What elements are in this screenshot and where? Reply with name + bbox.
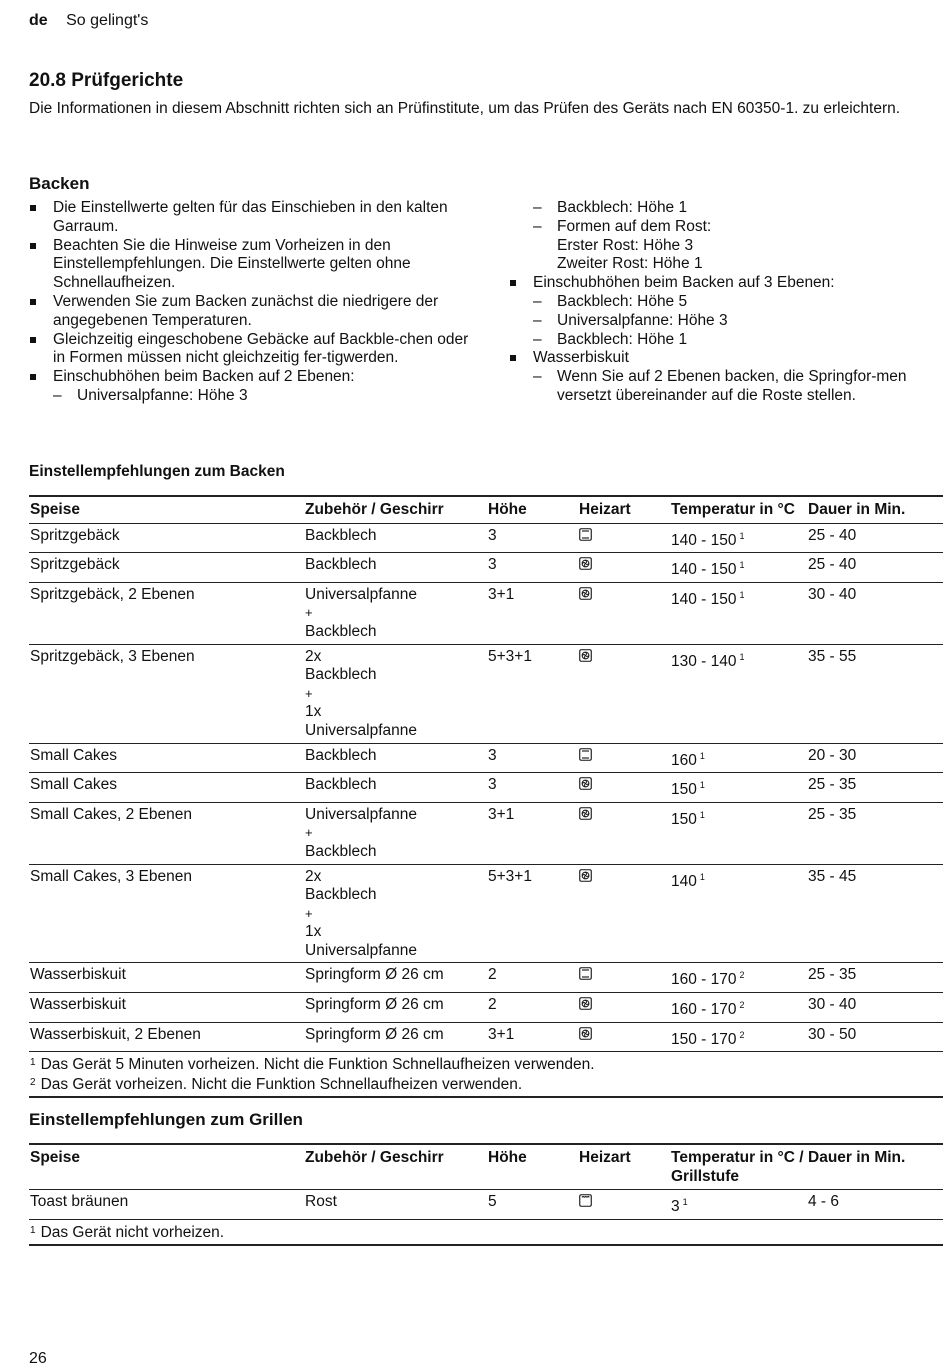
cell-heizart [578,864,670,963]
zubehoer-line: Rost [305,1193,337,1211]
table-row [29,864,943,963]
cell-temperatur [670,963,807,993]
hot-air-icon [579,776,592,793]
cell-heizart [578,553,670,583]
cell-zubehoer [304,582,487,644]
page-number: 26 [29,1350,47,1367]
cell-zubehoer [304,1022,487,1052]
cell-zubehoer [304,802,487,864]
list-subitem-text: Erster Rost: Höhe 3 [557,236,694,254]
temperature-value: 160 - 170 [671,971,737,989]
cell-dauer: 25 - 35 [808,966,857,984]
cell-hoehe: 3 [488,776,497,794]
cell-zubehoer [304,864,487,963]
zubehoer-line: Universalpfanne [305,941,418,959]
zubehoer-line: 2x [305,867,322,885]
column-header: Dauer in Min. [808,1149,906,1166]
cell-temperatur [670,553,807,583]
cell-zubehoer [304,963,487,993]
footnotes-row [29,1052,943,1098]
language-code: de [29,12,48,29]
column-header: Höhe [488,1149,527,1166]
table-row [29,553,943,583]
cell-hoehe: 5 [488,1193,497,1211]
list-item: Verwenden Sie zum Backen zunächst die niedrigere der angegebenen Temperaturen. [29,293,469,331]
footnote-ref: 2 [739,970,745,981]
zubehoer-line: Universalpfanne [305,721,418,739]
footnote-ref: 1 [699,809,705,820]
footnote-ref: 1 [699,780,705,791]
cell-zubehoer [304,993,487,1023]
cell-speise: Wasserbiskuit [30,966,126,984]
footnote-text: Das Gerät nicht vorheizen. [40,1223,225,1241]
hot-air-icon [579,996,592,1013]
zubehoer-line: 2x [305,647,322,665]
list-item: Gleichzeitig eingeschobene Gebäcke auf Backble-chen oder in Formen müssen nicht gleichzeitig fer-tigwerden. [29,331,469,369]
grill-icon [579,1193,592,1210]
cell-hoehe: 5+3+1 [488,647,532,665]
hot-air-icon [579,868,592,885]
footnote-ref: 2 [739,1029,745,1040]
zubehoer-line: + [305,605,313,621]
top-bottom-heat-icon [579,747,592,764]
temperature-value: 160 [671,751,697,769]
zubehoer-line: Universalpfanne [305,805,418,823]
list-item: Die Einstellwerte gelten für das Einschieben in den kalten Garraum. [29,199,469,237]
cell-dauer: 30 - 40 [808,996,857,1014]
cell-heizart [578,963,670,993]
zubehoer-line: Backblech [305,556,377,574]
cell-heizart [578,1190,670,1220]
list-subitem-text: Zweiter Rost: Höhe 1 [557,255,703,273]
table-row [29,644,943,743]
top-bottom-heat-icon [579,966,592,983]
cell-heizart [578,743,670,773]
zubehoer-line: Backblech [305,526,377,544]
cell-zubehoer [304,1190,487,1220]
list-subitem: – Formen auf dem Rost: [509,218,943,237]
temperature-value: 3 [671,1198,680,1216]
cell-heizart [578,644,670,743]
cell-hoehe: 5+3+1 [488,867,532,885]
table-row [29,1022,943,1052]
footnote-ref: 1 [739,589,745,600]
table-row [29,802,943,864]
cell-speise: Toast bräunen [30,1193,129,1211]
hot-air-icon [579,806,592,823]
footnote-ref: 1 [739,530,745,541]
temperature-value: 140 - 150 [671,561,737,579]
list-subitem: – Backblech: Höhe 5 [509,293,943,312]
footnote-ref: 1 [699,871,705,882]
list-subitem: – Universalpfanne: Höhe 3 [509,312,943,331]
list-item: Beachten Sie die Hinweise zum Vorheizen in den Einstellempfehlungen. Die Einstellwerte gelten ohne Schnellaufheizen. [29,237,469,293]
cell-hoehe: 3+1 [488,585,515,603]
cell-speise: Small Cakes [30,746,117,764]
cell-dauer: 25 - 35 [808,776,857,794]
column-header: Zubehör / Geschirr [305,501,444,518]
cell-hoehe: 3 [488,556,497,574]
top-bottom-heat-icon [579,527,592,544]
cell-dauer: 25 - 40 [808,526,857,544]
zubehoer-line: + [305,685,313,701]
cell-hoehe: 2 [488,996,497,1014]
footnote [30,1074,942,1094]
temperature-value: 140 - 150 [671,531,737,549]
list-subitem: – Universalpfanne: Höhe 3 [29,387,469,406]
column-header: Temperatur in °C [671,501,795,518]
cell-heizart [578,523,670,553]
table-row [29,1190,943,1220]
temperature-value: 150 - 170 [671,1030,737,1048]
table-row [29,523,943,553]
temperature-value: 150 [671,781,697,799]
column-header: Speise [30,1149,80,1166]
cell-temperatur [670,743,807,773]
column-header: Heizart [579,1149,631,1166]
zubehoer-line: 1x [305,923,322,941]
backen-title: Backen [29,174,90,193]
zubehoer-line: Universalpfanne [305,585,418,603]
cell-speise: Spritzgebäck [30,556,120,574]
cell-temperatur [670,993,807,1023]
list-item: Einschubhöhen beim Backen auf 3 Ebenen: [509,274,943,293]
footnote-ref: 1 [739,651,745,662]
table-grillen [29,1143,943,1246]
cell-speise: Small Cakes [30,776,117,794]
hot-air-icon [579,648,592,665]
zubehoer-line: + [305,825,313,841]
temperature-value: 140 [671,872,697,890]
cell-zubehoer [304,553,487,583]
cell-speise: Wasserbiskuit, 2 Ebenen [30,1025,201,1043]
table-row [29,743,943,773]
cell-heizart [578,1022,670,1052]
cell-heizart [578,802,670,864]
cell-temperatur [670,523,807,553]
cell-heizart [578,993,670,1023]
table-backen-title: Einstellempfehlungen zum Backen [29,463,285,480]
footnote-ref: 1 [739,560,745,571]
footnote-ref: 2 [739,1000,745,1011]
table-row [29,993,943,1023]
cell-hoehe: 3 [488,526,497,544]
cell-speise: Spritzgebäck, 2 Ebenen [30,585,195,603]
cell-dauer: 20 - 30 [808,746,857,764]
footnote-text: Das Gerät 5 Minuten vorheizen. Nicht die Funktion Schnellaufheizen verwenden. [40,1056,595,1074]
footnote [30,1222,942,1242]
hot-air-icon [579,1026,592,1043]
zubehoer-line: Springform Ø 26 cm [305,1025,444,1043]
cell-dauer: 35 - 45 [808,867,857,885]
footnote-number: 1 [30,1057,36,1069]
cell-speise: Wasserbiskuit [30,996,126,1014]
column-header: Dauer in Min. [808,501,906,518]
cell-temperatur [670,1190,807,1220]
cell-dauer: 25 - 40 [808,556,857,574]
table-row [29,582,943,644]
column-header: Speise [30,501,80,518]
cell-temperatur [670,1022,807,1052]
cell-speise: Spritzgebäck, 3 Ebenen [30,647,195,665]
page-header [29,12,148,30]
cell-speise: Small Cakes, 3 Ebenen [30,867,192,885]
cell-zubehoer [304,523,487,553]
footnote [30,1054,942,1074]
footnote-number: 1 [30,1224,36,1236]
footnotes-row [29,1219,943,1245]
section-title: 20.8 Prüfgerichte [29,70,184,91]
cell-dauer: 25 - 35 [808,805,857,823]
cell-hoehe: 3+1 [488,805,515,823]
cell-hoehe: 3 [488,746,497,764]
notes-column-left [29,199,469,406]
cell-heizart [578,773,670,803]
footnote-ref: 1 [699,750,705,761]
notes-column-right [509,199,943,406]
cell-temperatur [670,644,807,743]
cell-zubehoer [304,644,487,743]
list-item: Wasserbiskuit [509,349,943,368]
zubehoer-line: Springform Ø 26 cm [305,966,444,984]
intro-paragraph: Die Informationen in diesem Abschnitt richten sich an Prüfinstitute, um das Prüfen des Geräts nach EN 60350-1. zu erleichtern. [29,100,901,117]
zubehoer-line: 1x [305,703,322,721]
temperature-value: 140 - 150 [671,590,737,608]
table-row [29,963,943,993]
cell-dauer: 30 - 50 [808,1025,857,1043]
zubehoer-line: Backblech [305,886,377,904]
footnote-text: Das Gerät vorheizen. Nicht die Funktion Schnellaufheizen verwenden. [40,1075,523,1093]
cell-zubehoer [304,743,487,773]
cell-temperatur [670,802,807,864]
zubehoer-line: Backblech [305,666,377,684]
cell-temperatur [670,773,807,803]
table-backen [29,495,943,1098]
zubehoer-line: Backblech [305,622,377,640]
zubehoer-line: + [305,905,313,921]
cell-heizart [578,582,670,644]
cell-dauer: 4 - 6 [808,1193,840,1211]
zubehoer-line: Backblech [305,842,377,860]
cell-dauer: 35 - 55 [808,647,857,665]
footnotes [29,1219,943,1245]
footnote-ref: 1 [682,1197,688,1208]
zubehoer-line: Backblech [305,746,377,764]
cell-dauer: 30 - 40 [808,585,857,603]
hot-air-icon [579,556,592,573]
temperature-value: 150 [671,810,697,828]
list-item: Einschubhöhen beim Backen auf 2 Ebenen: [29,368,469,387]
cell-temperatur [670,582,807,644]
cell-speise: Small Cakes, 2 Ebenen [30,805,192,823]
table-grillen-title: Einstellempfehlungen zum Grillen [29,1110,303,1129]
list-subitem: – Wenn Sie auf 2 Ebenen backen, die Springfor-men versetzt übereinander auf die Roste stellen. [509,368,943,406]
cell-hoehe: 2 [488,966,497,984]
column-header: Temperatur in °C / Grillstufe [671,1149,804,1185]
footnote-number: 2 [30,1076,36,1088]
hot-air-icon [579,586,592,603]
column-header: Zubehör / Geschirr [305,1149,444,1166]
list-subitem: – Backblech: Höhe 1 [509,331,943,350]
footnotes [29,1052,943,1098]
temperature-value: 160 - 170 [671,1001,737,1019]
cell-zubehoer [304,773,487,803]
column-header: Höhe [488,501,527,518]
cell-temperatur [670,864,807,963]
temperature-value: 130 - 140 [671,652,737,670]
cell-hoehe: 3+1 [488,1025,515,1043]
list-subitem-continued: – Backblech: Höhe 1 [509,199,943,218]
cell-speise: Spritzgebäck [30,526,120,544]
zubehoer-line: Backblech [305,776,377,794]
section-name: So gelingt's [66,12,149,29]
table-row [29,773,943,803]
column-header: Heizart [579,501,631,518]
zubehoer-line: Springform Ø 26 cm [305,996,444,1014]
